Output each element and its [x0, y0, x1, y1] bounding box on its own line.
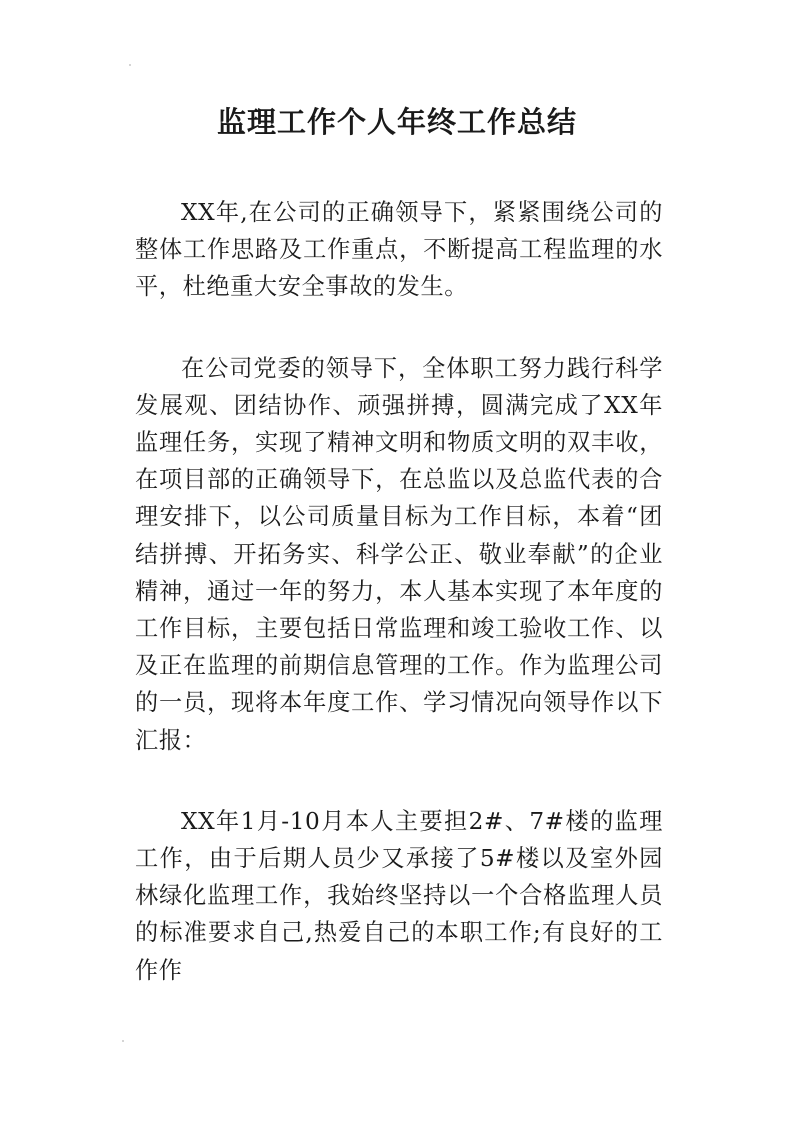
- scan-speck: [122, 1040, 124, 1042]
- paragraph-3: XX年1月-10月本人主要担2#、7#楼的监理工作，由于后期人员少又承接了5#楼以及室外园林绿化监理工作，我始终坚持以一个合格监理人员的标准要求自己,热爱自己的本职工作;有良好的工作作: [135, 807, 663, 984]
- paragraph-2: 在公司党委的领导下，全体职工努力践行科学发展观、团结协作、顽强拼搏，圆满完成了XX年监理任务，实现了精神文明和物质文明的双丰收，在项目部的正确领导下，在总监以及总监代表的合理安排下，以公司质量目标为工作目标，本着“团结拼搏、开拓务实、科学公正、敬业奉献”的企业精神，通过一年的努力，本人基本实现了本年度的工作目标，主要包括日常监理和竣工验收工作、以及正在监理的前期信息管理的工作。作为监理公司的一员，现将本年度工作、学习情况向领导作以下汇报：: [135, 354, 663, 754]
- document-title: 监理工作个人年终工作总结: [216, 105, 577, 139]
- scan-speck: [129, 64, 131, 66]
- paragraph-1: XX年,在公司的正确领导下，紧紧围绕公司的整体工作思路及工作重点，不断提高工程监理的水平，杜绝重大安全事故的发生。: [135, 199, 663, 301]
- document-body: [135, 194, 663, 989]
